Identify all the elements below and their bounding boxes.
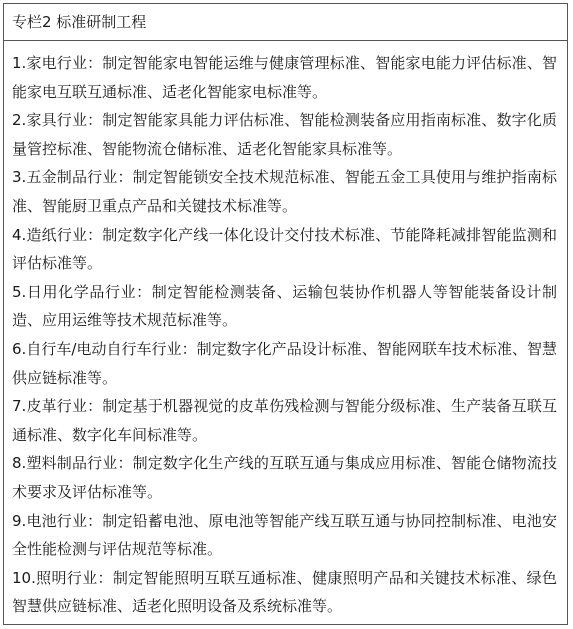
standards-list	[4, 41, 567, 621]
list-item-daily-chemicals: 5.日用化学品行业：制定智能检测装备、运输包装协作机器人等智能装备设计制造、应用运维等技术规范标准等。	[12, 282, 557, 330]
list-item-bicycles: 6.自行车/电动自行车行业：制定数字化产品设计标准、智能网联车技术标准、智慧供应链标准等。	[12, 339, 557, 387]
list-item-lighting: 10.照明行业：制定智能照明互联互通标准、健康照明产品和关键技术标准、绿色智慧供应链标准、适老化照明设备及系统标准等。	[12, 568, 557, 616]
list-item-paper: 4.造纸行业：制定数字化产线一体化设计交付技术标准、节能降耗减排智能监测和评估标准等。	[12, 225, 557, 273]
special-column-box	[3, 3, 568, 625]
list-item-appliances: 1.家电行业：制定智能家电智能运维与健康管理标准、智能家电能力评估标准、智能家电互联互通标准、适老化智能家电标准等。	[12, 54, 557, 101]
list-item-hardware: 3.五金制品行业：制定智能锁安全技术规范标准、智能五金工具使用与维护指南标准、智能厨卫重点产品和关键技术标准等。	[12, 168, 557, 215]
list-item-plastics: 8.塑料制品行业：制定数字化生产线的互联互通与集成应用标准、智能仓储物流技术要求及评估标准等。	[12, 454, 557, 501]
list-item-furniture: 2.家具行业：制定智能家具能力评估标准、智能检测装备应用指南标准、数字化质量管控标准、智能物流仓储标准、适老化智能家具标准等。	[12, 111, 557, 158]
list-item-leather: 7.皮革行业：制定基于机器视觉的皮革伤残检测与智能分级标准、生产装备互联互通标准、数字化车间标准等。	[12, 397, 557, 444]
list-item-batteries: 9.电池行业：制定铅蓄电池、原电池等智能产线互联互通与协同控制标准、电池安全性能检测与评估规范等标准。	[12, 511, 557, 559]
column-title: 专栏2 标准研制工程	[4, 4, 567, 41]
